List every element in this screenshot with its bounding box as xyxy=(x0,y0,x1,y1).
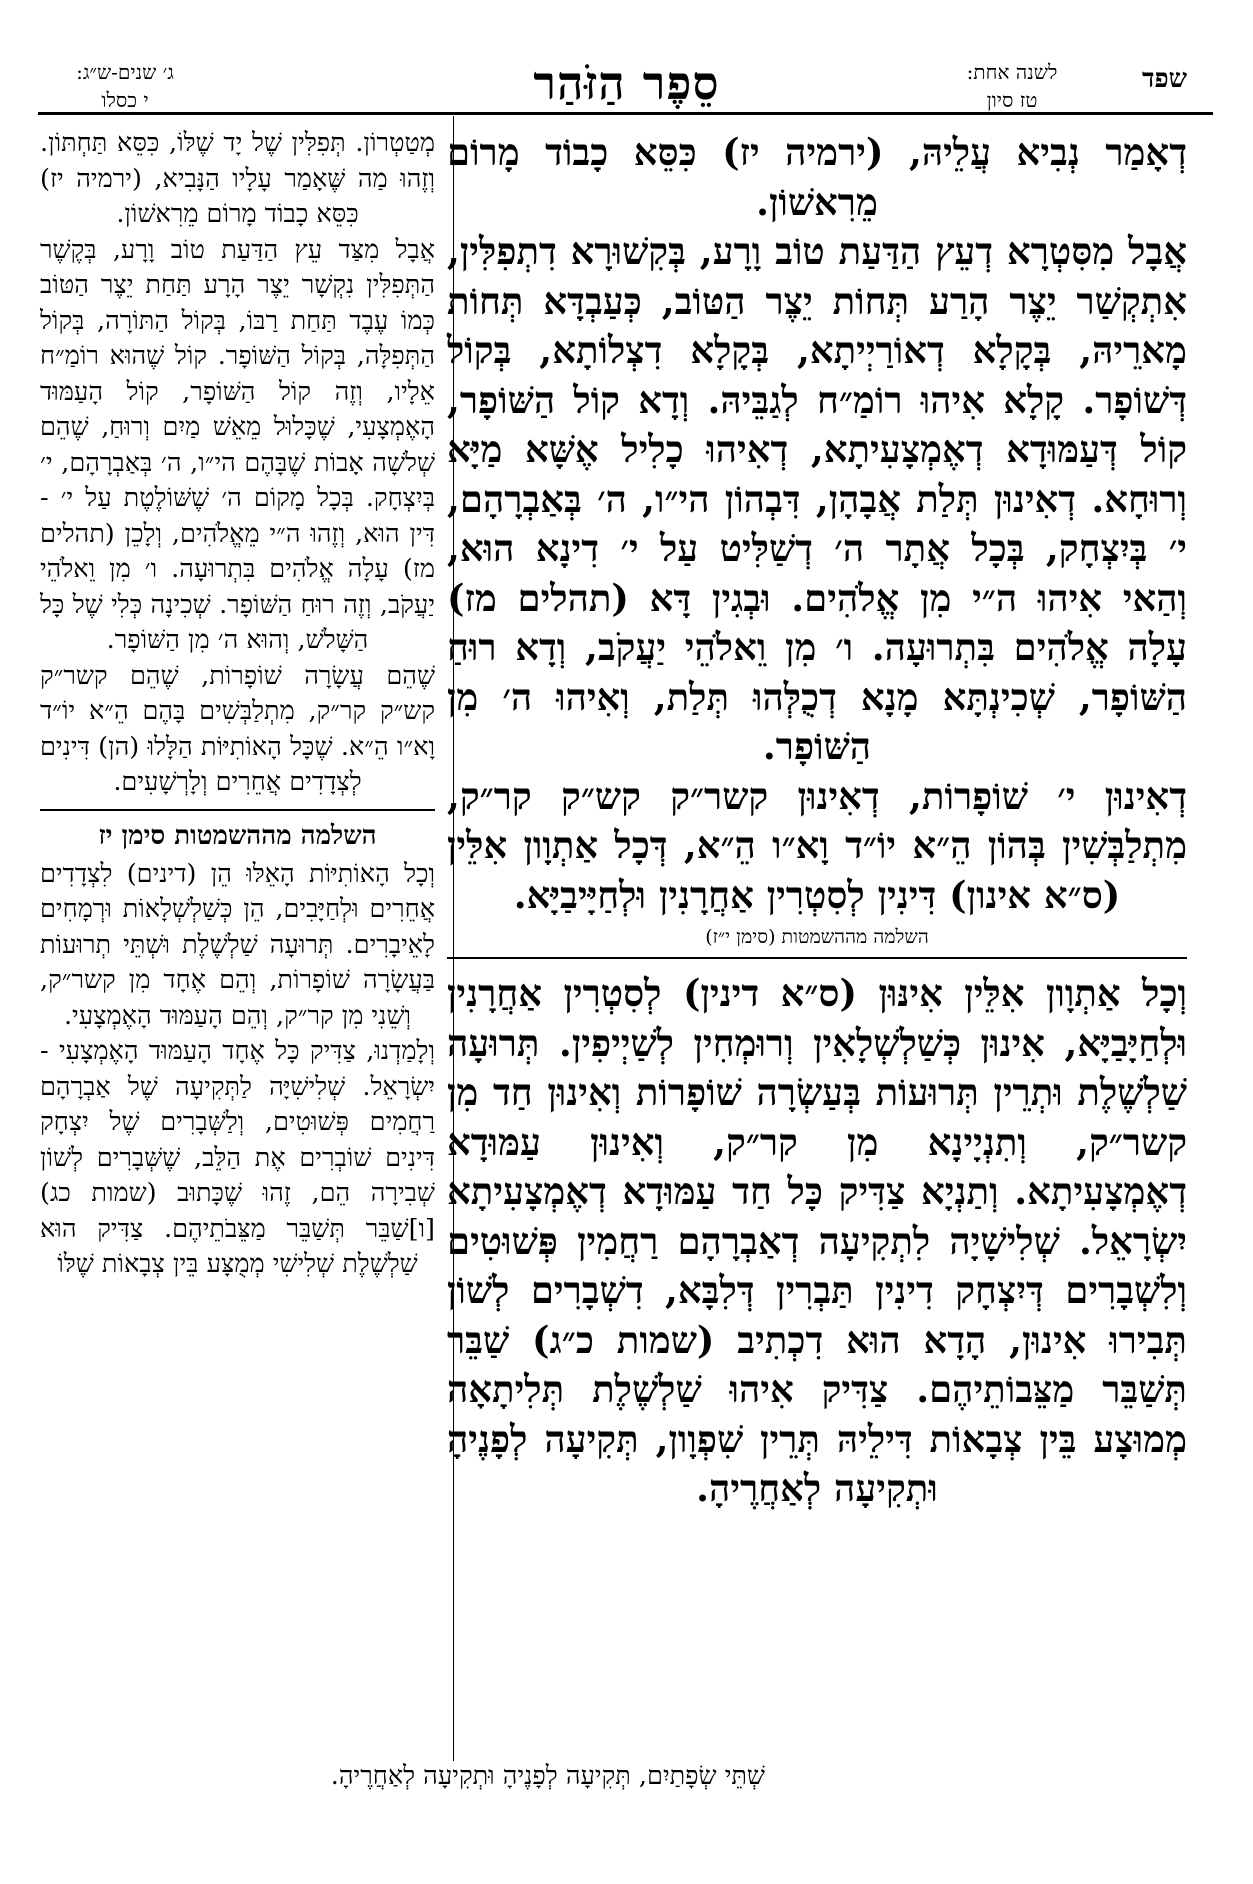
side-paragraph: וְכָל הָאוֹתִיּוֹת הָאֵלּוּ הֵן (דינים) לִצְדָדִים אֲחֵרִים וּלְחַיָּבִים, הֵן כְּשַׁלְשְׁלָאוֹת וּרְמָחִים לָאֵיבָרִים. תְּרוּעָה שַׁלְשֶׁלֶת וּשְׁתֵּי תְרוּעוֹת בַּעֲשָׂרָה שׁוֹפָרוֹת, וְהֵם אֶחָד מִן קשר״ק, וְשֵׁנִי מִן קר״ק, וְהֵם הָעַמּוּד הָאֶמְצָעִי. xyxy=(40,858,435,1031)
side-section-heading: השלמה מההשמטות סימן יז xyxy=(98,820,377,851)
main-text-supplement xyxy=(447,969,1187,1514)
cycle-study-box xyxy=(40,58,210,128)
side-paragraph: וְלָמַדְנוּ, צַדִּיק כָּל אֶחָד הָעַמּוּד הָאֶמְצָעִי - יִשְׂרָאֵל. שְׁלִישִׁיָּה לַתְּקִיעָה שֶׁל אַבְרָהָם רַחֲמִים פְּשׁוּטִים, וְלַשְּׁבָרִים שֶׁל יִצְחָק דִּינִים שׁוֹבְרִים אֶת הַלֵּב, שֶׁשְּׁבָרִים לְשׁוֹן שְׁבִירָה הֵם, זֶהוּ שֶׁכָּתוּב (שמות כג) [ו]שַׁבֵּר תְּשַׁבֵּר מַצֵּבֹתֵיהֶם. צַדִּיק הוּא שַׁלְשֶׁלֶת שְׁלִישִׁי מְמֻצָּע בֵּין צְבָאוֹת שֶׁלּוֹ xyxy=(40,1036,435,1279)
main-text xyxy=(447,128,1187,920)
main-paragraph: אֲבָל מִסִּטְרָא דְעֵץ הַדַּעַת טוֹב וָרָע, בְּקִשׁוּרָא דִתְפִלִּין, אִתְקְשַׁר יֵצֶר הָרַע תְּחוֹת יֵצֶר הַטּוֹב, כְּעַבְדָּא תְּחוֹת מָארֵיהּ, בְּקָלָא דְאוֹרַיְיתָא, בְּקָלָא דִצְלוֹתָא, בְּקוֹל דְּשׁוֹפָר. קָלָא אִיהוּ רוֹמַ״ח לְגַבֵּיהּ. וְדָא קוֹל הַשּׁוֹפָר, קוֹל דְּעַמּוּדָא דְאֶמְצָעִיתָא, דְאִיהוּ כָלִיל אֶשָּׁא מַיָּא וְרוּחָא. דְאִינוּן תְּלַת אֲבָהָן, דִּבְהוֹן הי״ו, ה׳ בְּאַבְרָהָם, י׳ בְּיִצְחָק, בְּכָל אֲתָר ה׳ דְשַׁלִּיט עַל י׳ דִינָא הוּא, וְהַאי אִיהוּ ה״י מִן אֱלֹהִים. וּבְגִין דָּא (תהלים מז) עָלָה אֱלֹהִים בִּתְרוּעָה. ו׳ מִן וֵאלֹהֵי יַעֲקֹב, וְדָא רוּחַ הַשּׁוֹפָר, שְׁכִינְתָּא מָנָא דְכֻלְּהוּ תְּלַת, וְאִיהוּ ה׳ מִן הַשּׁוֹפָר. xyxy=(447,229,1188,768)
header-rule xyxy=(38,112,1213,115)
bottom-line xyxy=(40,1760,1190,1792)
page-number: שפד xyxy=(1141,64,1187,94)
daily-study-box xyxy=(927,58,1097,128)
cycle-study-label: ג׳ שנים-ש״ג: xyxy=(76,60,174,84)
side-text-supplement xyxy=(40,857,435,1283)
main-section-heading: השלמה מההשמטות (סימן י״ז) xyxy=(705,926,929,948)
translation-column xyxy=(40,120,435,1760)
side-paragraph: אֲבָל מִצַּד עֵץ הַדַּעַת טוֹב וָרָע, בְּקֶשֶׁר הַתְּפִלִּין נִקְשָׁר יֵצֶר הָרָע תַּחַת יֵצֶר הַטּוֹב כְּמוֹ עֶבֶד תַּחַת רַבּוֹ, בְּקוֹל הַתּוֹרָה, בְּקוֹל הַתְּפִלָּה, בְּקוֹל הַשּׁוֹפָר. קוֹל שֶׁהוּא רוֹמַ״ח אֵלָיו, וְזֶה קוֹל הַשּׁוֹפָר, קוֹל הָעַמּוּד הָאֶמְצָעִי, שֶׁכָּלוּל מֵאֵשׁ מַיִם וְרוּחַ, שֶׁהֵם שְׁלֹשָׁה אָבוֹת שֶׁבָּהֶם הי״ו, ה׳ בְּאַבְרָהָם, י׳ בְּיִצְחָק. בְּכָל מָקוֹם ה׳ שֶׁשּׁוֹלֶטֶת עַל י׳ - דִּין הוּא, וְזֶהוּ ה״י מֵאֱלֹהִים, וְלָכֵן (תהלים מז) עָלָה אֱלֹהִים בִּתְרוּעָה. ו׳ מִן וֵאלֹהֵי יַעֲקֹב, וְזֶה רוּחַ הַשּׁוֹפָר. שְׁכִינָה כְּלִי שֶׁל כָּל הַשָּׁלֹשׁ, וְהוּא ה׳ מִן הַשּׁוֹפָר. xyxy=(40,234,435,655)
column-divider xyxy=(453,116,454,1761)
cycle-study-date: י כסלו xyxy=(101,88,149,112)
daily-study-date: טז סיון xyxy=(986,88,1038,112)
book-title: סֵפֶר הַזֹּהַר xyxy=(533,56,720,110)
side-paragraph: שֶׁהֵם עֲשָׂרָה שׁוֹפָרוֹת, שֶׁהֵם קשר״ק קש״ק קר״ק, מִתְלַבְּשִׁים בָּהֶם הֵ״א יוֹ״ד וָא״ו הֵ״א. שֶׁכָּל הָאוֹתִיּוֹת הַלָּלוּ (הן) דִּינִים לְצְדָדִים אֲחֵרִים וְלָרְשָׁעִים. xyxy=(40,660,435,797)
side-paragraph: מְטַטְרוֹן. תְּפִלִּין שֶׁל יָד שֶׁלּוֹ, כִּסֵּא תַּחְתּוֹן. וְזֶהוּ מַה שֶּׁאָמַר עָלָיו הַנָּבִיא, (ירמיה יז) כִּסֵּא כָבוֹד מָרוֹם מֵרִאשׁוֹן. xyxy=(40,128,435,229)
bottom-line-text: שְׁתֵּי שְׂפָתַיִם, תְּקִיעָה לְפָנֶיהָ וּתְקִיעָה לְאַחֲרֶיהָ. xyxy=(330,1761,765,1791)
main-section-rule xyxy=(447,957,1187,959)
side-text xyxy=(40,126,435,801)
main-paragraph: דְאִינוּן י׳ שׁוֹפָרוֹת, דְאִינוּן קשר״ק קש״ק קר״ק, מִתְלַבְּשִׁין בְּהוֹן הֵ״א יוֹ״ד וָא״ו הֵ״א, דְּכָל אַתְוָון אִלֵּין (ס״א אינון) דִּינִין לְסִטְרִין אַחֲרָנִין וּלְחַיָּיבַיָּא. xyxy=(447,773,1187,917)
main-column xyxy=(447,120,1187,1760)
daily-study-label: לשנה אחת: xyxy=(966,60,1058,84)
main-paragraph: וְכָל אַתְוָון אִלֵּין אִינּוּן (ס״א דינין) לְסִטְרִין אַחֲרָנִין וּלְחַיָּבַיָּא, אִינוּן כְּשַׁלְשְׁלָאִין וְרוּמְחִין לְשַׁיְיפִין. תְּרוּעָה שַׁלְשֶׁלֶת וּתְרֵין תְּרוּעוֹת בְּעַשְׂרָה שׁוֹפָרוֹת וְאִינוּן חַד מִן קשר״ק, וְתִנְיָינָא מִן קר״ק, וְאִינוּן עַמּוּדָא דְאֶמְצָעִיתָא. וְתַנְיָא צַדִּיק כָּל חַד עַמּוּדָא דְאֶמְצָעִיתָא יִשְׂרָאֵל. שְׁלִישָׁיָה לִתְקִיעָה דְאַבְרָהָם רַחֲמִין פְּשׁוּטִים וְלִשְׁבָרִים דְּיִצְחָק דִינִין תַּבְרִין דְּלִבָּא, דִשְׁבָרִים לְשׁוֹן תְּבִירוּ אִינוּן, הָדָא הוּא דִכְתִיב (שמות כ״ג) שַׁבֵּר תְּשַׁבֵּר מַצֵּבוֹתֵיהֶם. צַדִּיק אִיהוּ שַׁלְשֶׁלֶת תְּלִיתָאָה מְמוּצָע בֵּין צְבָאוֹת דִּילֵיהּ תְּרֵין שִׁפְוָון, תְּקִיעָה לְפָנֶיהָ וּתְקִיעָה לְאַחֲרֶיהָ. xyxy=(447,971,1187,1510)
side-section-rule xyxy=(40,809,435,811)
main-paragraph: דְאָמַר נְבִיא עֲלֵיהּ, (ירמיה יז) כִּסֵּא כָבוֹד מָרוֹם מֵרִאשׁוֹן. xyxy=(447,130,1187,224)
